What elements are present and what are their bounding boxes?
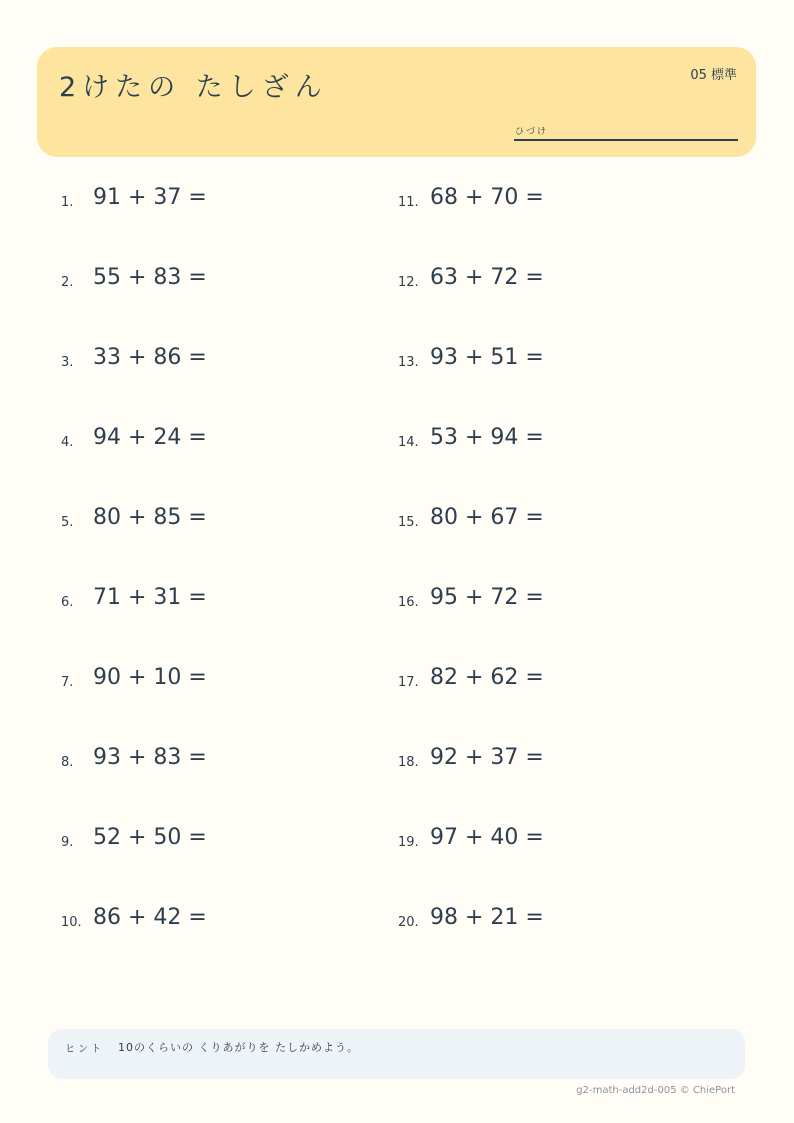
problem-number: 8. (61, 755, 74, 770)
problem-expression: 71 + 31 = (93, 585, 207, 610)
hint-label: ヒント (65, 1044, 104, 1055)
problem-expression: 52 + 50 = (93, 825, 207, 850)
problem-expression: 82 + 62 = (430, 665, 544, 690)
problem-number: 9. (61, 835, 74, 850)
problem-number: 15. (398, 515, 419, 530)
problem-number: 13. (398, 355, 419, 370)
problem-number: 11. (398, 195, 419, 210)
problem-expression: 94 + 24 = (93, 425, 207, 450)
problem-number: 10. (61, 915, 82, 930)
problem-number: 2. (61, 275, 74, 290)
problem-expression: 80 + 67 = (430, 505, 544, 530)
problem-expression: 93 + 83 = (93, 745, 207, 770)
problem-number: 12. (398, 275, 419, 290)
problem-expression: 80 + 85 = (93, 505, 207, 530)
problem-number: 19. (398, 835, 419, 850)
problem-number: 6. (61, 595, 74, 610)
problem-number: 16. (398, 595, 419, 610)
problem-number: 3. (61, 355, 74, 370)
level-badge: 05 標準 (690, 68, 737, 83)
problem-expression: 68 + 70 = (430, 185, 544, 210)
problem-number: 14. (398, 435, 419, 450)
problem-number: 4. (61, 435, 74, 450)
problem-expression: 91 + 37 = (93, 185, 207, 210)
worksheet-title: 2けたの たしざん (59, 72, 328, 103)
problem-number: 5. (61, 515, 74, 530)
problem-number: 18. (398, 755, 419, 770)
hint-text: 10のくらいの くりあがりを たしかめよう。 (118, 1041, 359, 1054)
problem-number: 7. (61, 675, 74, 690)
footer-credit: g2-math-add2d-005 © ChiePort (576, 1085, 735, 1096)
problem-expression: 55 + 83 = (93, 265, 207, 290)
problem-expression: 95 + 72 = (430, 585, 544, 610)
problem-number: 1. (61, 195, 74, 210)
problem-expression: 53 + 94 = (430, 425, 544, 450)
problem-number: 20. (398, 915, 419, 930)
problem-expression: 92 + 37 = (430, 745, 544, 770)
problem-expression: 98 + 21 = (430, 905, 544, 930)
problem-number: 17. (398, 675, 419, 690)
problem-expression: 90 + 10 = (93, 665, 207, 690)
problem-expression: 63 + 72 = (430, 265, 544, 290)
hint-box (48, 1029, 745, 1079)
problem-expression: 93 + 51 = (430, 345, 544, 370)
date-label: ひづけ (515, 127, 549, 137)
problem-expression: 86 + 42 = (93, 905, 207, 930)
problem-expression: 33 + 86 = (93, 345, 207, 370)
problem-expression: 97 + 40 = (430, 825, 544, 850)
